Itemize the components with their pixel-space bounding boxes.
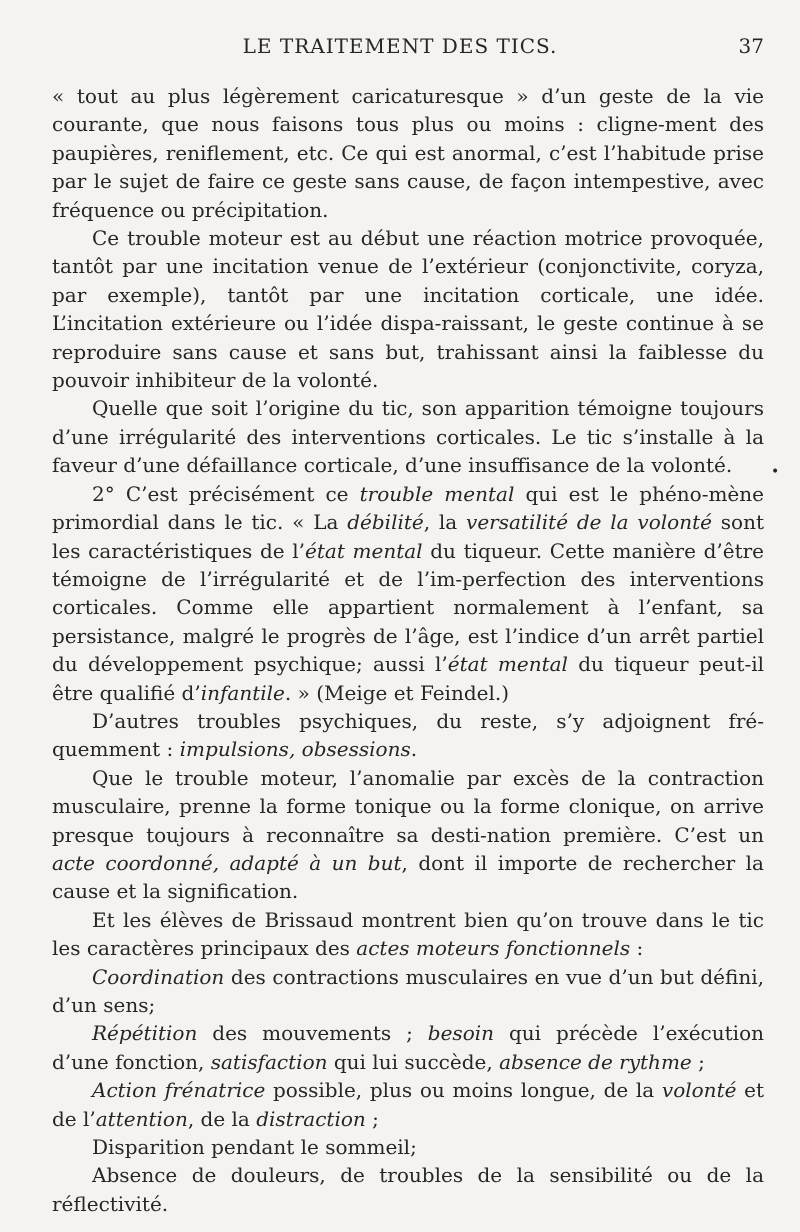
paragraph-10: Action frénatrice possible, plus ou moins longue, de la volonté et de l’attention, de la distraction ; (52, 1078, 764, 1131)
paragraph-4: 2° C’est précisément ce trouble mental qui est le phéno-mène primordial dans le tic. « La débilité, la versatilité de la volonté sont les caractéristiques de l’état mental du tiqueur. Cette manière d’être témoigne de l’irrégularité et de l’im-perfection des interventions corticales. Comme elle appartient normalement à l’enfant, sa persistance, malgré le progrès de l’âge, est l’indice d’un arrêt partiel du développement psychique; aussi l’état mental du tiqueur peut-il être qualifié d’infantile. » (Meige et Feindel.) (52, 481, 765, 705)
paragraph-12: Absence de douleurs, de troubles de la sensibilité ou de la réflectivité. (52, 1163, 764, 1216)
paragraph-2: Ce trouble moteur est au début une réaction motrice provoquée, tantôt par une incitation venue de l’extérieur (conjonctivite, coryza, par exemple), tantôt par une incitation corticale, une idée. L’incitation extérieure ou l’idée dispa-raissant, le geste continue à se reproduire sans cause et sans but, trahissant ainsi la faiblesse du pouvoir inhibiteur de la volonté. (52, 226, 764, 393)
body-text (52, 82, 764, 1218)
page-number: 37 (738, 34, 764, 58)
paragraph-5: D’autres troubles psychiques, du reste, s’y adjoignent fré-quemment : impulsions, obsessions. (52, 708, 764, 762)
paragraph-7: Et les élèves de Brissaud montrent bien qu’on trouve dans le tic les caractères principaux des actes moteurs fonctionnels : (52, 907, 764, 961)
paragraph-3: Quelle que soit l’origine du tic, son apparition témoigne toujours d’une irrégularité des interventions corticales. Le tic s’installe à la faveur d’une défaillance corticale, d’une insuffisance de la volonté. (52, 396, 764, 478)
paragraph-6: Que le trouble moteur, l’anomalie par excès de la contraction musculaire, prenne la forme tonique ou la forme clonique, on arrive presque toujours à reconnaître sa desti-nation première. C’est un acte coordonné, adapté à un but, dont il importe de rechercher la cause et la signification. (52, 765, 764, 904)
paragraph-8: Coordination des contractions musculaires en vue d’un but défini, d’un sens; (52, 964, 764, 1017)
running-title: LE TRAITEMENT DES TICS. (242, 34, 558, 58)
paragraph-1: « tout au plus légèrement caricaturesque » d’un geste de la vie courante, que nous faisons tous plus ou moins : cligne-ment des paupières, reniflement, etc. Ce qui est anormal, c’est l’habitude prise par le sujet de faire ce geste sans cause, de façon intempestive, avec fréquence ou précipitation. (52, 84, 764, 222)
paragraph-9: Répétition des mouvements ; besoin qui précède l’exécution d’une fonction, satisfaction qui lui succède, absence de rythme ; (52, 1021, 764, 1074)
page-header (0, 22, 800, 62)
margin-mark: • (771, 464, 780, 480)
paragraph-11: Disparition pendant le sommeil; (92, 1135, 417, 1160)
